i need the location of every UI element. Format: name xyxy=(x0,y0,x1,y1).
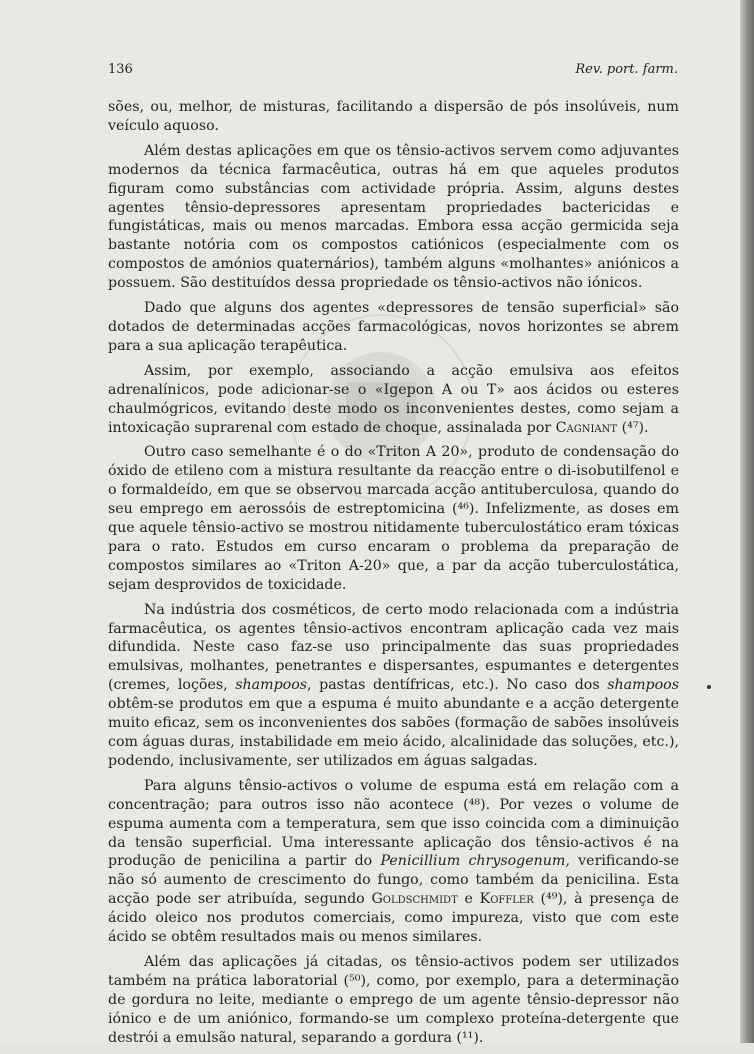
author-cagniant: Cagniant xyxy=(555,419,618,436)
paragraph-4 xyxy=(108,362,679,438)
article-body xyxy=(108,98,679,1054)
paragraph-2: Além destas aplicações em que os tênsio-activos servem como adjuvantes modernos da técnica farmacêutica, outras há em que aqueles produtos figuram como substâncias com actividade própria. Assim, alguns destes agentes tênsio-depressores apresentam propriedades bactericidas e fungistáticas, mais ou menos marcadas. Embora essa acção germicida seja bastante notória com os compostos catiónicos (especialmente com os compostos de amónios quaternários), também alguns «molhantes» aniónicos a possuem. São destituídos dessa propriedade os tênsio-activos não iónicos. xyxy=(108,142,679,292)
paragraph-3: Dado que alguns dos agentes «depressores de tensão superficial» são dotados de determinadas acções farmacológicas, novos horizontes se abrem para a sua aplicação terapêutica. xyxy=(108,300,679,354)
page-number: 136 xyxy=(108,62,133,77)
journal-title: Rev. port. farm. xyxy=(575,62,678,77)
species-name: Penicillium chrysogenum, xyxy=(380,853,570,870)
paragraph-7-text-c: (⁴⁹), à presença de ácido oleico nos produtos comerciais, como impureza, visto que com este ácido se obtêm resultados mais ou menos similares. xyxy=(108,891,679,946)
paragraph-7 xyxy=(108,777,679,947)
conjunction-e: e xyxy=(457,891,480,908)
ink-speck xyxy=(707,685,711,689)
paragraph-8: Além das aplicações já citadas, os tênsio-activos podem ser utilizados também na prática laboratorial (⁵⁰), como, por exemplo, para a determinação de gordura no leite, mediante o emprego de um agente tênsio-depressor não iónico e de um aniónico, formando-se um complexo proteína-detergente que destrói a emulsão natural, separando a gordura (¹¹). xyxy=(108,953,679,1046)
paragraph-7-text-b: verificando-se não só aumento de crescimento do fungo, como também da penicilina. Esta acção pode ser atribuída, segundo xyxy=(108,853,679,908)
page-header xyxy=(108,62,678,80)
paragraph-5: Outro caso semelhante é o do «Triton A 20», produto de condensação do óxido de etileno com a mistura resultante da reacção entre o di-isobutilfenol e o formaldeído, em que se observou marcada acção antituberculosa, quando do seu emprego em aerossóis de estreptomicina (⁴⁶). Infelizmente, as doses em que aquele tênsio-activo se mostrou nitidamente tuberculostático eram tóxicas para o rato. Estudos em curso encaram o problema da preparação de compostos similares ao «Triton A-20» que, a par da acção tuberculostática, sejam desprovidos de toxicidade. xyxy=(108,444,679,593)
page-edge-shadow xyxy=(740,0,754,1043)
paragraph-1: sões, ou, melhor, de misturas, facilitando a dispersão de pós insolúveis, num veículo aquoso. xyxy=(108,99,679,134)
author-koffler: Koffler xyxy=(479,891,534,908)
term-shampoos-1: shampoos xyxy=(235,677,308,694)
paragraph-4-text: Assim, por exemplo, associando a acção emulsiva aos efeitos adrenalínicos, pode adicionar-se o «Igepon A ou T» aos ácidos ou esteres chaulmógricos, evitando deste modo os inconvenientes destes, como sejam a intoxicação suprarenal com estado de choque, assinalada por xyxy=(108,362,679,436)
paragraph-6-text-a: Na indústria dos cosméticos, de certo modo relacionada com a indústria farmacêutica, os agentes tênsio-activos encontram aplicação cada vez mais difundida. Neste caso faz-se uso principalmente das suas propriedades emulsivas, molhantes, penetrantes e dispersantes, espumantes e detergentes (cremes, loções, xyxy=(108,601,679,694)
citation-47: (⁴⁷). xyxy=(617,419,649,436)
author-goldschmidt: Goldschmidt xyxy=(371,891,458,908)
paragraph-6-text-b: , pastas dentífricas, etc.). No caso dos xyxy=(307,677,608,694)
term-shampoos-2: shampoos xyxy=(607,677,679,694)
paragraph-7-text-a: Para alguns tênsio-activos o volume de espuma está em relação com a concentração; para outros isso não acontece (⁴⁸). Por vezes o volume de espuma aumenta com a temperatura, sem que isso coincida com a diminuição da tensão superficial. Uma interessante aplicação dos tênsio-activos é na produção de penicilina a partir do xyxy=(108,777,679,870)
paragraph-6-text-c: obtêm-se produtos em que a espuma é muito abundante e a acção detergente muito eficaz, sem os inconvenientes dos sabões (formação de sabões insolúveis com águas duras, instabilidade em meio ácido, alcalinidade das soluções, etc.), podendo, inclusivamente, ser utilizados em águas salgadas. xyxy=(108,696,679,769)
paragraph-6 xyxy=(108,601,679,771)
